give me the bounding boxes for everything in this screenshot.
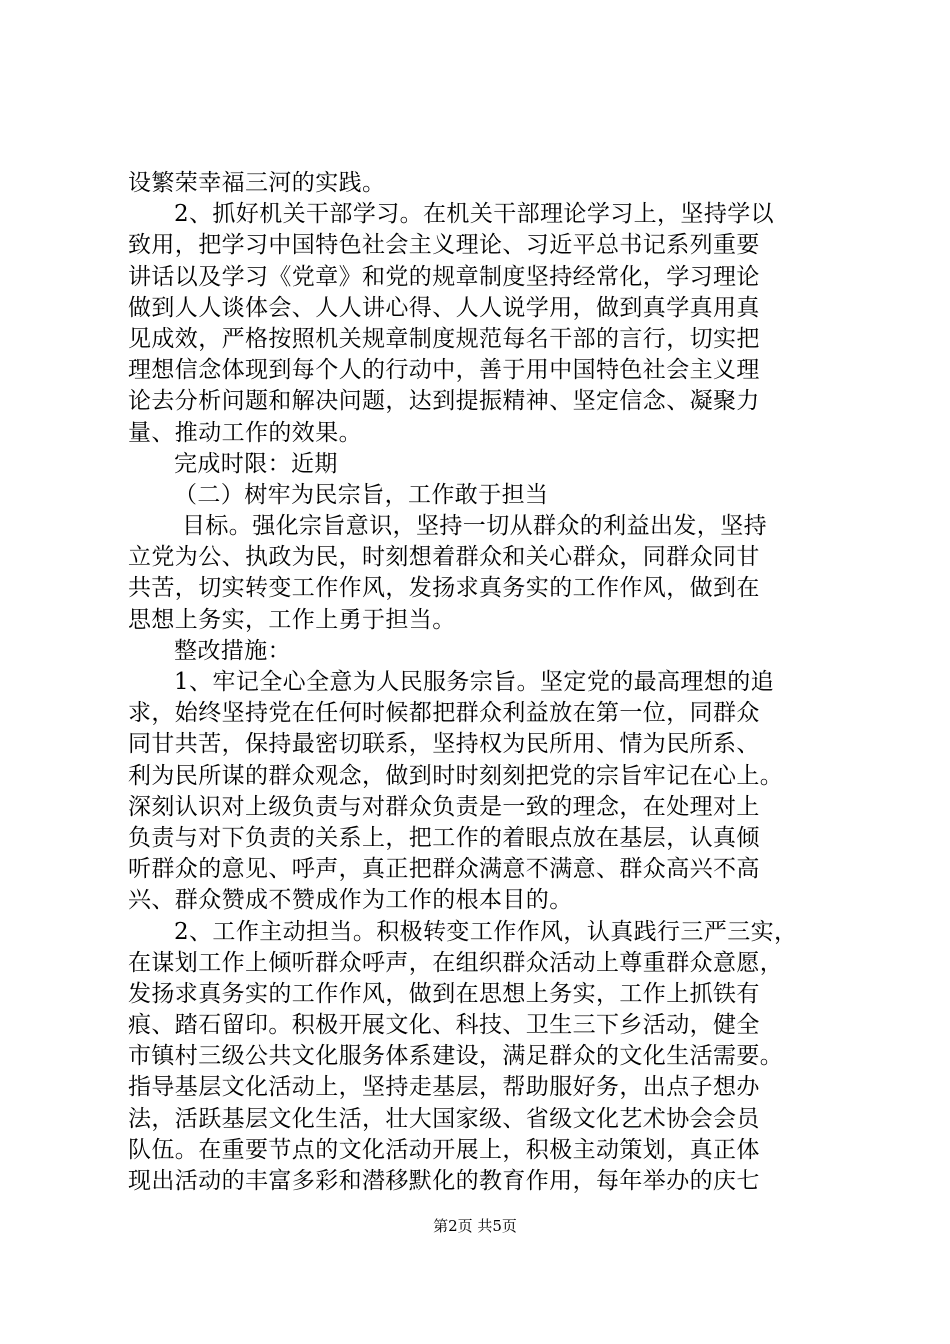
text-line: 做到人人谈体会、人人讲心得、人人说学用，做到真学真用真: [128, 294, 760, 321]
text-line: 论去分析问题和解决问题，达到提振精神、坚定信念、凝聚力: [128, 388, 760, 415]
text-line: 痕、踏石留印。积极开展文化、科技、卫生三下乡活动，健全: [128, 1012, 760, 1039]
text-line: 2、抓好机关干部学习。在机关干部理论学习上，坚持学以: [174, 201, 775, 228]
text-line: 整改措施：: [174, 637, 291, 664]
text-line: 市镇村三级公共文化服务体系建设，满足群众的文化生活需要。: [128, 1043, 784, 1070]
text-line: 立党为公、执政为民，时刻想着群众和关心群众，同群众同甘: [128, 544, 760, 571]
text-line: 讲话以及学习《党章》和党的规章制度坚持经常化，学习理论: [128, 263, 760, 290]
text-line: 在谋划工作上倾听群众呼声，在组织群众活动上尊重群众意愿，: [128, 949, 784, 976]
text-line: 理想信念体现到每个人的行动中，善于用中国特色社会主义理: [128, 357, 760, 384]
text-line: 目标。强化宗旨意识，坚持一切从群众的利益出发，坚持: [182, 513, 767, 540]
text-line: 见成效，严格按照机关规章制度规范每名干部的言行，切实把: [128, 325, 760, 352]
text-line: 队伍。在重要节点的文化活动开展上，积极主动策划，真正体: [128, 1136, 760, 1163]
text-line: 求，始终坚持党在任何时候都把群众利益放在第一位，同群众: [128, 700, 760, 727]
document-body: [128, 168, 844, 1197]
text-line: 思想上务实，工作上勇于担当。: [128, 606, 456, 633]
text-line: 设繁荣幸福三河的实践。: [128, 170, 386, 196]
text-line: 量、推动工作的效果。: [128, 419, 362, 446]
text-line: 2、工作主动担当。积极转变工作作风，认真践行三严三实，: [174, 918, 798, 945]
text-line: 致用，把学习中国特色社会主义理论、习近平总书记系列重要: [128, 232, 760, 259]
text-line: 完成时限：近期: [174, 450, 338, 477]
text-line: 发扬求真务实的工作作风，做到在思想上务实，工作上抓铁有: [128, 980, 760, 1007]
text-line: 1、牢记全心全意为人民服务宗旨。坚定党的最高理想的追: [174, 669, 775, 695]
text-line: 深刻认识对上级负责与对群众负责是一致的理念，在处理对上: [128, 793, 760, 820]
text-line: 负责与对下负责的关系上，把工作的着眼点放在基层，认真倾: [128, 824, 760, 851]
text-line: 指导基层文化活动上，坚持走基层，帮助服好务，出点子想办: [128, 1074, 760, 1101]
text-line: 同甘共苦，保持最密切联系，坚持权为民所用、情为民所系、: [128, 731, 760, 758]
text-line: 听群众的意见、呼声，真正把群众满意不满意、群众高兴不高: [128, 856, 760, 883]
text-line: （二）树牢为民宗旨，工作敢于担当: [174, 481, 549, 508]
text-line: 利为民所谋的群众观念，做到时时刻刻把党的宗旨牢记在心上。: [128, 762, 784, 789]
text-line: 兴、群众赞成不赞成作为工作的根本目的。: [128, 887, 573, 914]
text-line: 法，活跃基层文化生活，壮大国家级、省级文化艺术协会会员: [128, 1105, 760, 1132]
page-footer: 第2页 共5页: [433, 1217, 517, 1235]
text-line: 共苦，切实转变工作作风，发扬求真务实的工作作风，做到在: [128, 575, 760, 602]
text-line: 现出活动的丰富多彩和潜移默化的教育作用，每年举办的庆七: [128, 1168, 760, 1194]
